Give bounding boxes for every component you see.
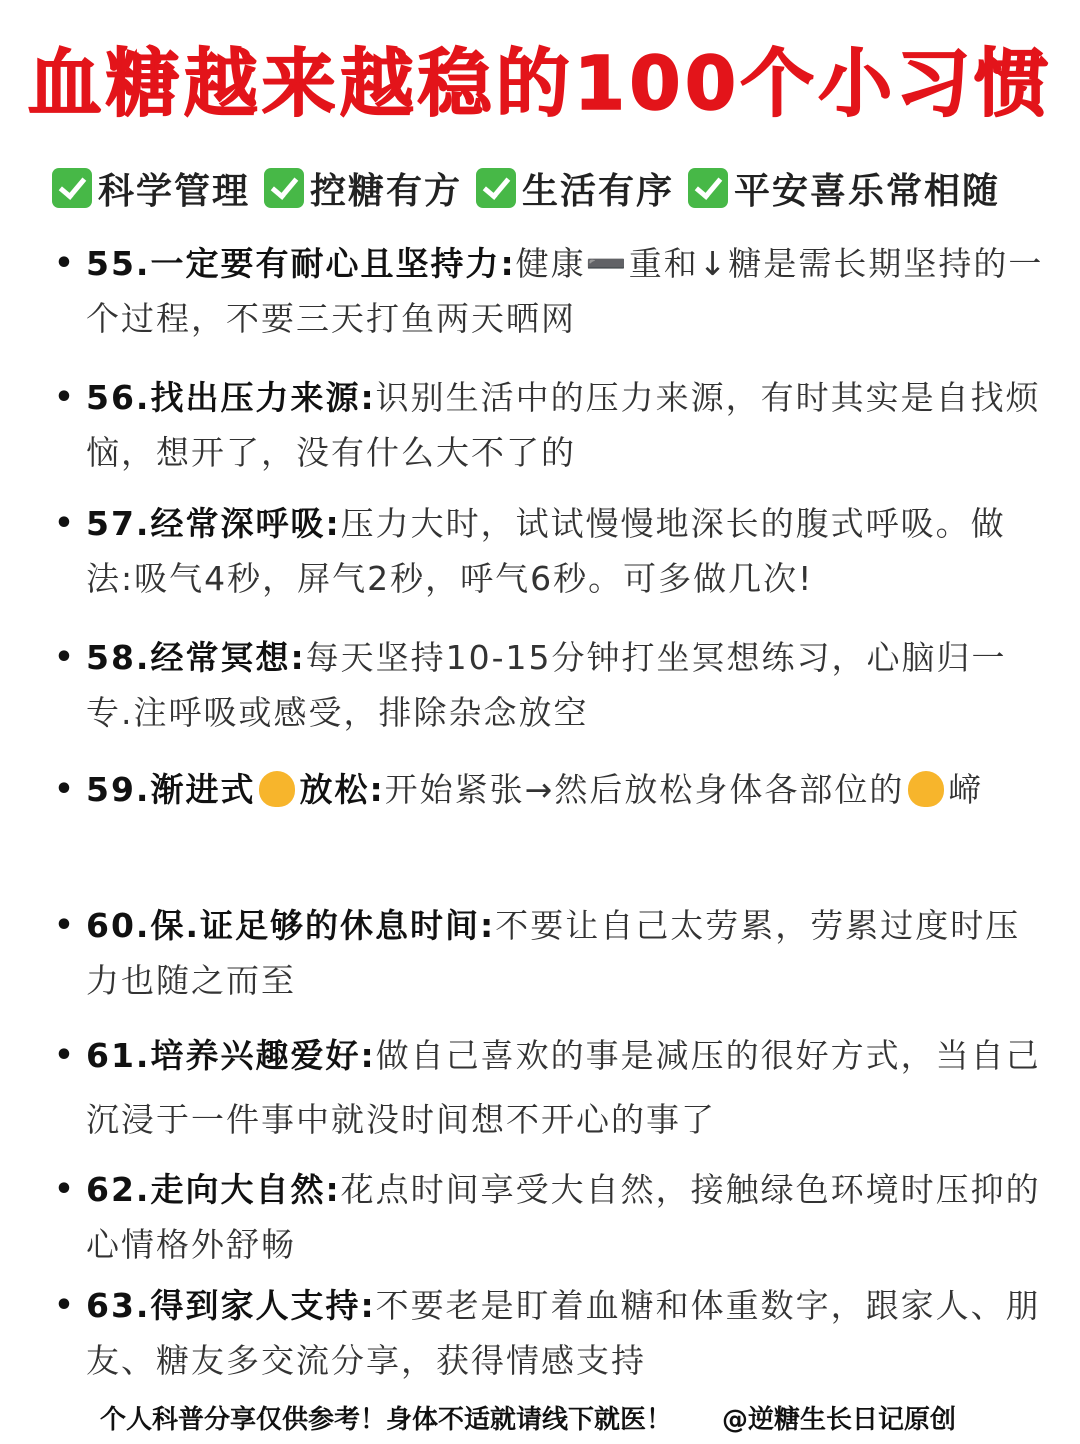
check-icon	[476, 168, 516, 208]
item-text	[86, 1024, 1050, 1152]
tag-row	[52, 160, 1062, 216]
bullet-icon: •	[54, 640, 76, 675]
list-item	[50, 370, 1050, 480]
item-description: 崹	[948, 770, 984, 809]
item-heading: 63.得到家人支持:	[86, 1286, 376, 1325]
item-description: 做自己喜欢的事是减压的很好方式，当自己沉浸于一件事中就没时间想不开心的事了	[86, 1036, 1041, 1139]
item-text	[86, 630, 1050, 740]
list-item	[50, 898, 1050, 1008]
check-icon	[264, 168, 304, 208]
item-heading: 放松:	[299, 770, 385, 809]
list-item	[50, 1278, 1050, 1388]
item-description: 识别生活中的压力来源，有时其实是自找烦恼，想开了，没有什么大不了的	[86, 378, 1041, 472]
bullet-icon: •	[54, 772, 76, 807]
item-text	[86, 1278, 1050, 1388]
item-description: 不要让自己太劳累，劳累过度时压力也随之而至	[86, 906, 1021, 1000]
item-text	[86, 898, 1050, 1008]
item-heading: 62.走向大自然:	[86, 1170, 341, 1209]
bullet-icon: •	[54, 380, 76, 415]
list-item	[50, 1162, 1050, 1272]
list-item	[50, 1024, 1050, 1152]
list-item	[50, 630, 1050, 740]
check-icon	[52, 168, 92, 208]
flexed-bicep-icon	[908, 771, 944, 807]
tag-item	[52, 163, 250, 214]
item-text	[86, 496, 1050, 606]
author-handle: @逆糖生长日记原创	[722, 1405, 957, 1435]
item-text	[86, 762, 1050, 817]
tag-item	[688, 163, 1000, 214]
list-item	[50, 236, 1050, 346]
item-text	[86, 370, 1050, 480]
tag-item	[264, 163, 462, 214]
item-heading: 57.经常深呼吸:	[86, 504, 341, 543]
item-description: 开始紧张→然后放松身体各部位的	[384, 770, 905, 809]
item-heading: 55.一定要有耐心且坚持力:	[86, 244, 516, 283]
item-description: 每天坚持10-15分钟打坐冥想练习，心脑归一专.注呼吸或感受，排除杂念放空	[86, 638, 1007, 732]
item-description: 压力大时，试试慢慢地深长的腹式呼吸。做法:吸气4秒，屏气2秒，呼气6秒。可多做几次!	[86, 504, 1006, 598]
bullet-icon: •	[54, 1288, 76, 1323]
item-heading: 59.渐进式	[86, 770, 256, 809]
item-description: 不要老是盯着血糖和体重数字，跟家人、朋友、糖友多交流分享，获得情感支持	[86, 1286, 1041, 1380]
item-description: 健康➖重和↓糖是需长期坚持的一个过程，不要三天打鱼两天晒网	[86, 244, 1044, 338]
bullet-icon: •	[54, 908, 76, 943]
check-icon	[688, 168, 728, 208]
item-heading: 56.找出压力来源:	[86, 378, 376, 417]
item-heading: 61.培养兴趣爱好:	[86, 1036, 376, 1075]
tag-label: 科学管理	[98, 170, 251, 212]
list-item	[50, 496, 1050, 606]
disclaimer-text: 个人科普分享仅供参考！身体不适就请线下就医！	[100, 1405, 673, 1435]
tag-item	[476, 163, 674, 214]
tag-label: 控糖有方	[310, 170, 463, 212]
footer	[100, 1402, 1000, 1438]
flexed-bicep-icon	[259, 771, 295, 807]
page-title: 血糖越来越稳的100个小习惯	[27, 41, 1053, 127]
item-text	[86, 1162, 1050, 1272]
tag-label: 生活有序	[522, 170, 675, 212]
item-text	[86, 236, 1050, 346]
bullet-icon: •	[54, 1172, 76, 1207]
tag-label: 平安喜乐常相随	[734, 170, 1001, 212]
bullet-icon: •	[54, 1038, 76, 1073]
list-item	[50, 762, 1050, 817]
item-heading: 58.经常冥想:	[86, 638, 306, 677]
bullet-icon: •	[54, 506, 76, 541]
item-description: 花点时间享受大自然，接触绿色环境时压抑的心情格外舒畅	[86, 1170, 1041, 1264]
item-heading: 60.保.证足够的休息时间:	[86, 906, 496, 945]
bullet-icon: •	[54, 246, 76, 281]
